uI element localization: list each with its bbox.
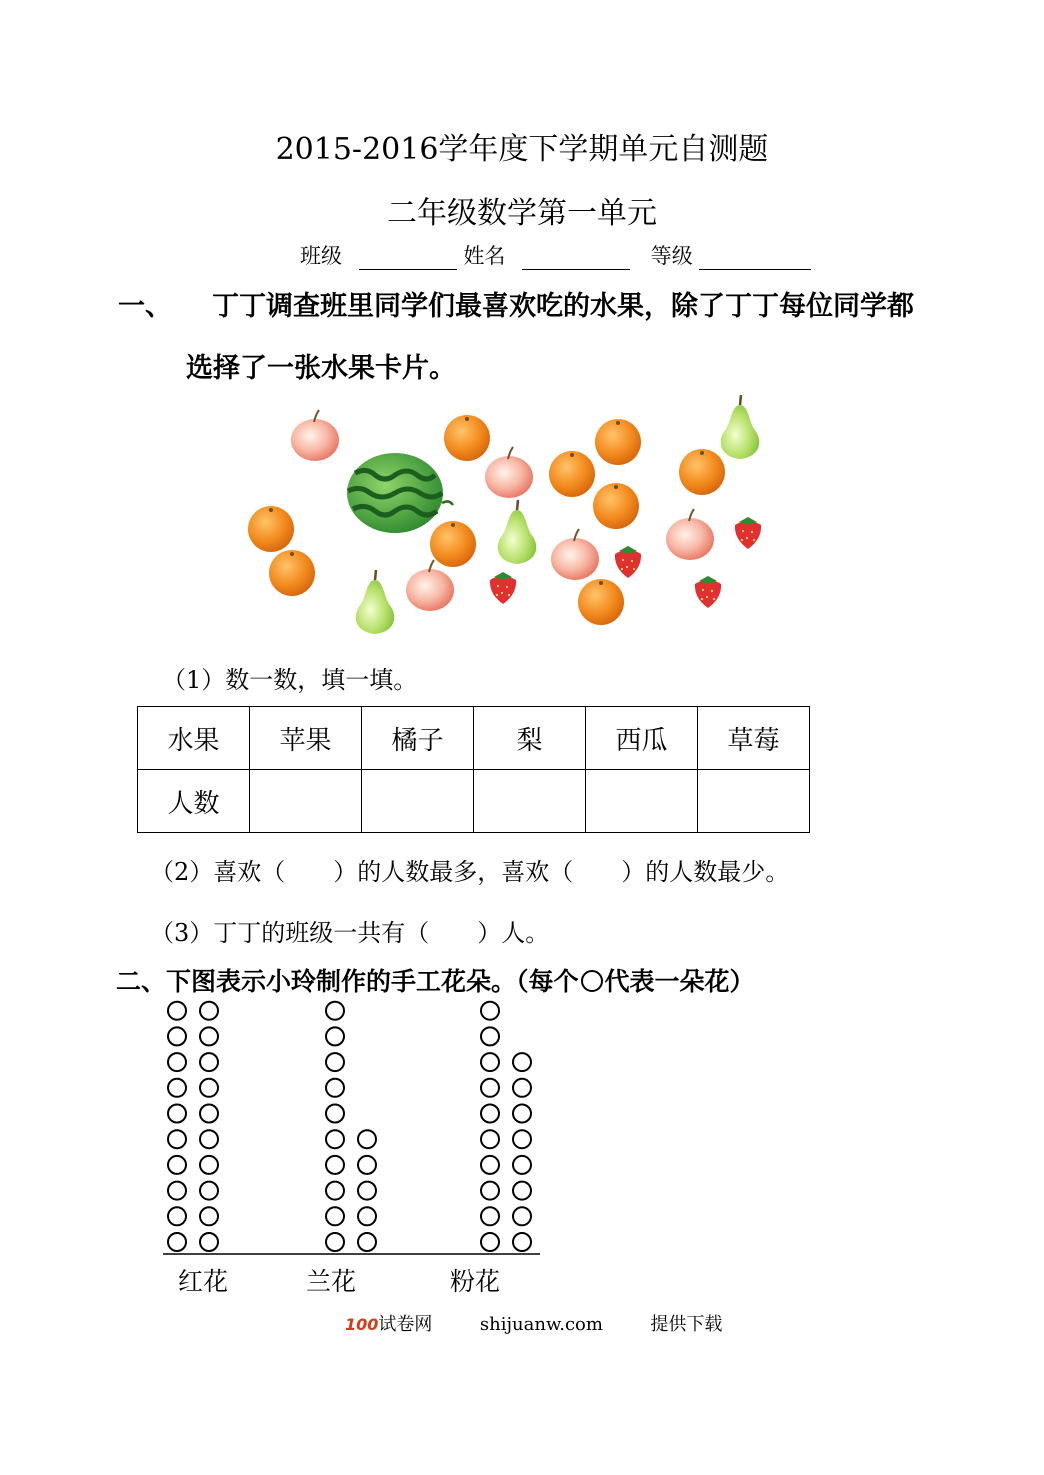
flower-circle-icon bbox=[481, 1079, 499, 1097]
answer-cell[interactable] bbox=[362, 770, 474, 833]
flower-circle-icon bbox=[168, 1105, 186, 1123]
orange-icon bbox=[593, 483, 639, 529]
group-label-orchid: 兰花 bbox=[306, 1267, 357, 1296]
orange-icon bbox=[444, 415, 490, 461]
table-row bbox=[138, 707, 810, 770]
flower-circle-icon bbox=[358, 1233, 376, 1251]
pear-icon bbox=[498, 500, 537, 564]
flower-circle-icon bbox=[513, 1105, 531, 1123]
question-2-text-before: 二、下图表示小玲制作的手工花朵。（每个 bbox=[116, 967, 579, 996]
orange-icon bbox=[578, 579, 624, 625]
strawberry-icon bbox=[735, 517, 761, 549]
answer-cell[interactable] bbox=[474, 770, 586, 833]
orange-icon bbox=[430, 521, 476, 567]
pear-icon bbox=[356, 570, 395, 634]
group-label-pink: 粉花 bbox=[450, 1267, 501, 1296]
page-subtitle: 二年级数学第一单元 bbox=[387, 196, 657, 231]
flower-circle-icon bbox=[513, 1233, 531, 1251]
flower-circle-icon bbox=[168, 1233, 186, 1251]
watermelon-icon bbox=[347, 453, 453, 533]
flower-circle-icon bbox=[200, 1130, 218, 1148]
flower-circle-icon bbox=[358, 1130, 376, 1148]
flower-circle-icon bbox=[168, 1079, 186, 1097]
question-1-line2: 选择了一张水果卡片。 bbox=[186, 353, 456, 384]
flower-circle-icon bbox=[168, 1182, 186, 1200]
apple-icon bbox=[666, 509, 714, 560]
flower-circle-icon bbox=[326, 1027, 344, 1045]
flower-circle-icon bbox=[358, 1182, 376, 1200]
flower-circle-icon bbox=[513, 1079, 531, 1097]
flower-pictograph bbox=[155, 996, 555, 1258]
pear-icon bbox=[721, 395, 760, 459]
flower-circle-icon bbox=[358, 1156, 376, 1174]
flower-circle-icon bbox=[513, 1182, 531, 1200]
site-url[interactable]: shijuanw.com bbox=[479, 1314, 603, 1335]
flower-circle-icon bbox=[481, 1027, 499, 1045]
flower-circle-icon bbox=[168, 1156, 186, 1174]
question-1-number: 一、 bbox=[118, 291, 172, 322]
orange-icon bbox=[248, 506, 294, 552]
flower-circle-icon bbox=[168, 1130, 186, 1148]
flower-circle-icon bbox=[481, 1182, 499, 1200]
sub-question-1: （1）数一数，填一填。 bbox=[162, 666, 418, 694]
question-2-line bbox=[116, 962, 755, 998]
strawberry-icon bbox=[490, 572, 516, 604]
download-note: 提供下载 bbox=[650, 1314, 723, 1335]
flower-circle-icon bbox=[200, 1233, 218, 1251]
grade-blank[interactable] bbox=[699, 247, 811, 270]
name-blank[interactable] bbox=[522, 247, 630, 270]
strawberry-icon bbox=[615, 546, 641, 578]
flower-circle-icon bbox=[326, 1002, 344, 1020]
flower-circle-icon bbox=[513, 1156, 531, 1174]
flower-circle-icon bbox=[481, 1233, 499, 1251]
table-header-cell: 草莓 bbox=[698, 707, 810, 770]
apple-icon bbox=[551, 529, 599, 580]
apple-icon bbox=[485, 447, 533, 498]
flower-circle-icon bbox=[200, 1105, 218, 1123]
flower-circle-icon bbox=[326, 1182, 344, 1200]
orange-icon bbox=[269, 550, 315, 596]
flower-circle-icon bbox=[513, 1207, 531, 1225]
flower-circle-icon bbox=[200, 1027, 218, 1045]
answer-cell[interactable] bbox=[250, 770, 362, 833]
fruit-count-table bbox=[137, 706, 810, 833]
flower-circle-icon bbox=[326, 1207, 344, 1225]
flower-circle-icon bbox=[168, 1027, 186, 1045]
flower-circle-icon bbox=[326, 1053, 344, 1071]
question-1-line1 bbox=[118, 284, 914, 323]
orange-icon bbox=[679, 449, 725, 495]
flower-circle-icon bbox=[481, 1002, 499, 1020]
question-2-text-after: 代表一朵花） bbox=[604, 967, 755, 996]
table-row-label: 人数 bbox=[138, 770, 250, 833]
class-blank[interactable] bbox=[359, 247, 457, 270]
flower-circle-icon bbox=[326, 1233, 344, 1251]
flower-circle-icon bbox=[481, 1105, 499, 1123]
apple-icon bbox=[406, 560, 454, 611]
flower-circle-icon bbox=[481, 1156, 499, 1174]
flower-circle-icon bbox=[358, 1207, 376, 1225]
flower-circle-icon bbox=[200, 1002, 218, 1020]
grade-label: 等级 bbox=[650, 244, 693, 268]
sub-question-3: （3）丁丁的班级一共有（ ）人。 bbox=[150, 919, 550, 947]
flower-circle-icon bbox=[168, 1207, 186, 1225]
answer-cell[interactable] bbox=[586, 770, 698, 833]
flower-circle-icon bbox=[200, 1079, 218, 1097]
table-header-cell: 苹果 bbox=[250, 707, 362, 770]
flower-circle-icon bbox=[513, 1130, 531, 1148]
class-label: 班级 bbox=[300, 244, 342, 268]
flower-circle-icon bbox=[200, 1053, 218, 1071]
name-label: 姓名 bbox=[463, 244, 506, 268]
table-header-cell: 橘子 bbox=[362, 707, 474, 770]
flower-circle-icon bbox=[326, 1079, 344, 1097]
flower-circle-icon bbox=[326, 1156, 344, 1174]
page-title: 2015-2016学年度下学期单元自测题 bbox=[275, 132, 769, 167]
flower-circle-icon bbox=[481, 1053, 499, 1071]
flower-circle-icon bbox=[168, 1002, 186, 1020]
flower-circle-icon bbox=[326, 1105, 344, 1123]
flower-circle-icon bbox=[200, 1156, 218, 1174]
circle-icon bbox=[581, 970, 603, 992]
site-name: 试卷网 bbox=[378, 1314, 433, 1335]
flower-circle-icon bbox=[513, 1053, 531, 1071]
table-header-cell: 水果 bbox=[138, 707, 250, 770]
apple-icon bbox=[291, 410, 339, 461]
question-1-text: 丁丁调查班里同学们最喜欢吃的水果，除了丁丁每位同学都 bbox=[212, 291, 914, 322]
orange-icon bbox=[595, 419, 641, 465]
fruit-illustration bbox=[235, 395, 795, 645]
flower-circle-icon bbox=[481, 1130, 499, 1148]
footer bbox=[345, 1310, 722, 1336]
answer-cell[interactable] bbox=[698, 770, 810, 833]
sub-question-2: （2）喜欢（ ）的人数最多，喜欢（ ）的人数最少。 bbox=[150, 858, 790, 886]
flower-circle-icon bbox=[200, 1182, 218, 1200]
table-row bbox=[138, 770, 810, 833]
strawberry-icon bbox=[695, 576, 721, 608]
flower-circle-icon bbox=[168, 1053, 186, 1071]
flower-circle-icon bbox=[326, 1130, 344, 1148]
table-header-cell: 梨 bbox=[474, 707, 586, 770]
group-label-red: 红花 bbox=[178, 1267, 229, 1296]
student-info-line bbox=[300, 240, 811, 270]
flower-circle-icon bbox=[200, 1207, 218, 1225]
orange-icon bbox=[549, 451, 595, 497]
site-logo: 100 bbox=[345, 1315, 379, 1334]
flower-circle-icon bbox=[481, 1207, 499, 1225]
table-header-cell: 西瓜 bbox=[586, 707, 698, 770]
